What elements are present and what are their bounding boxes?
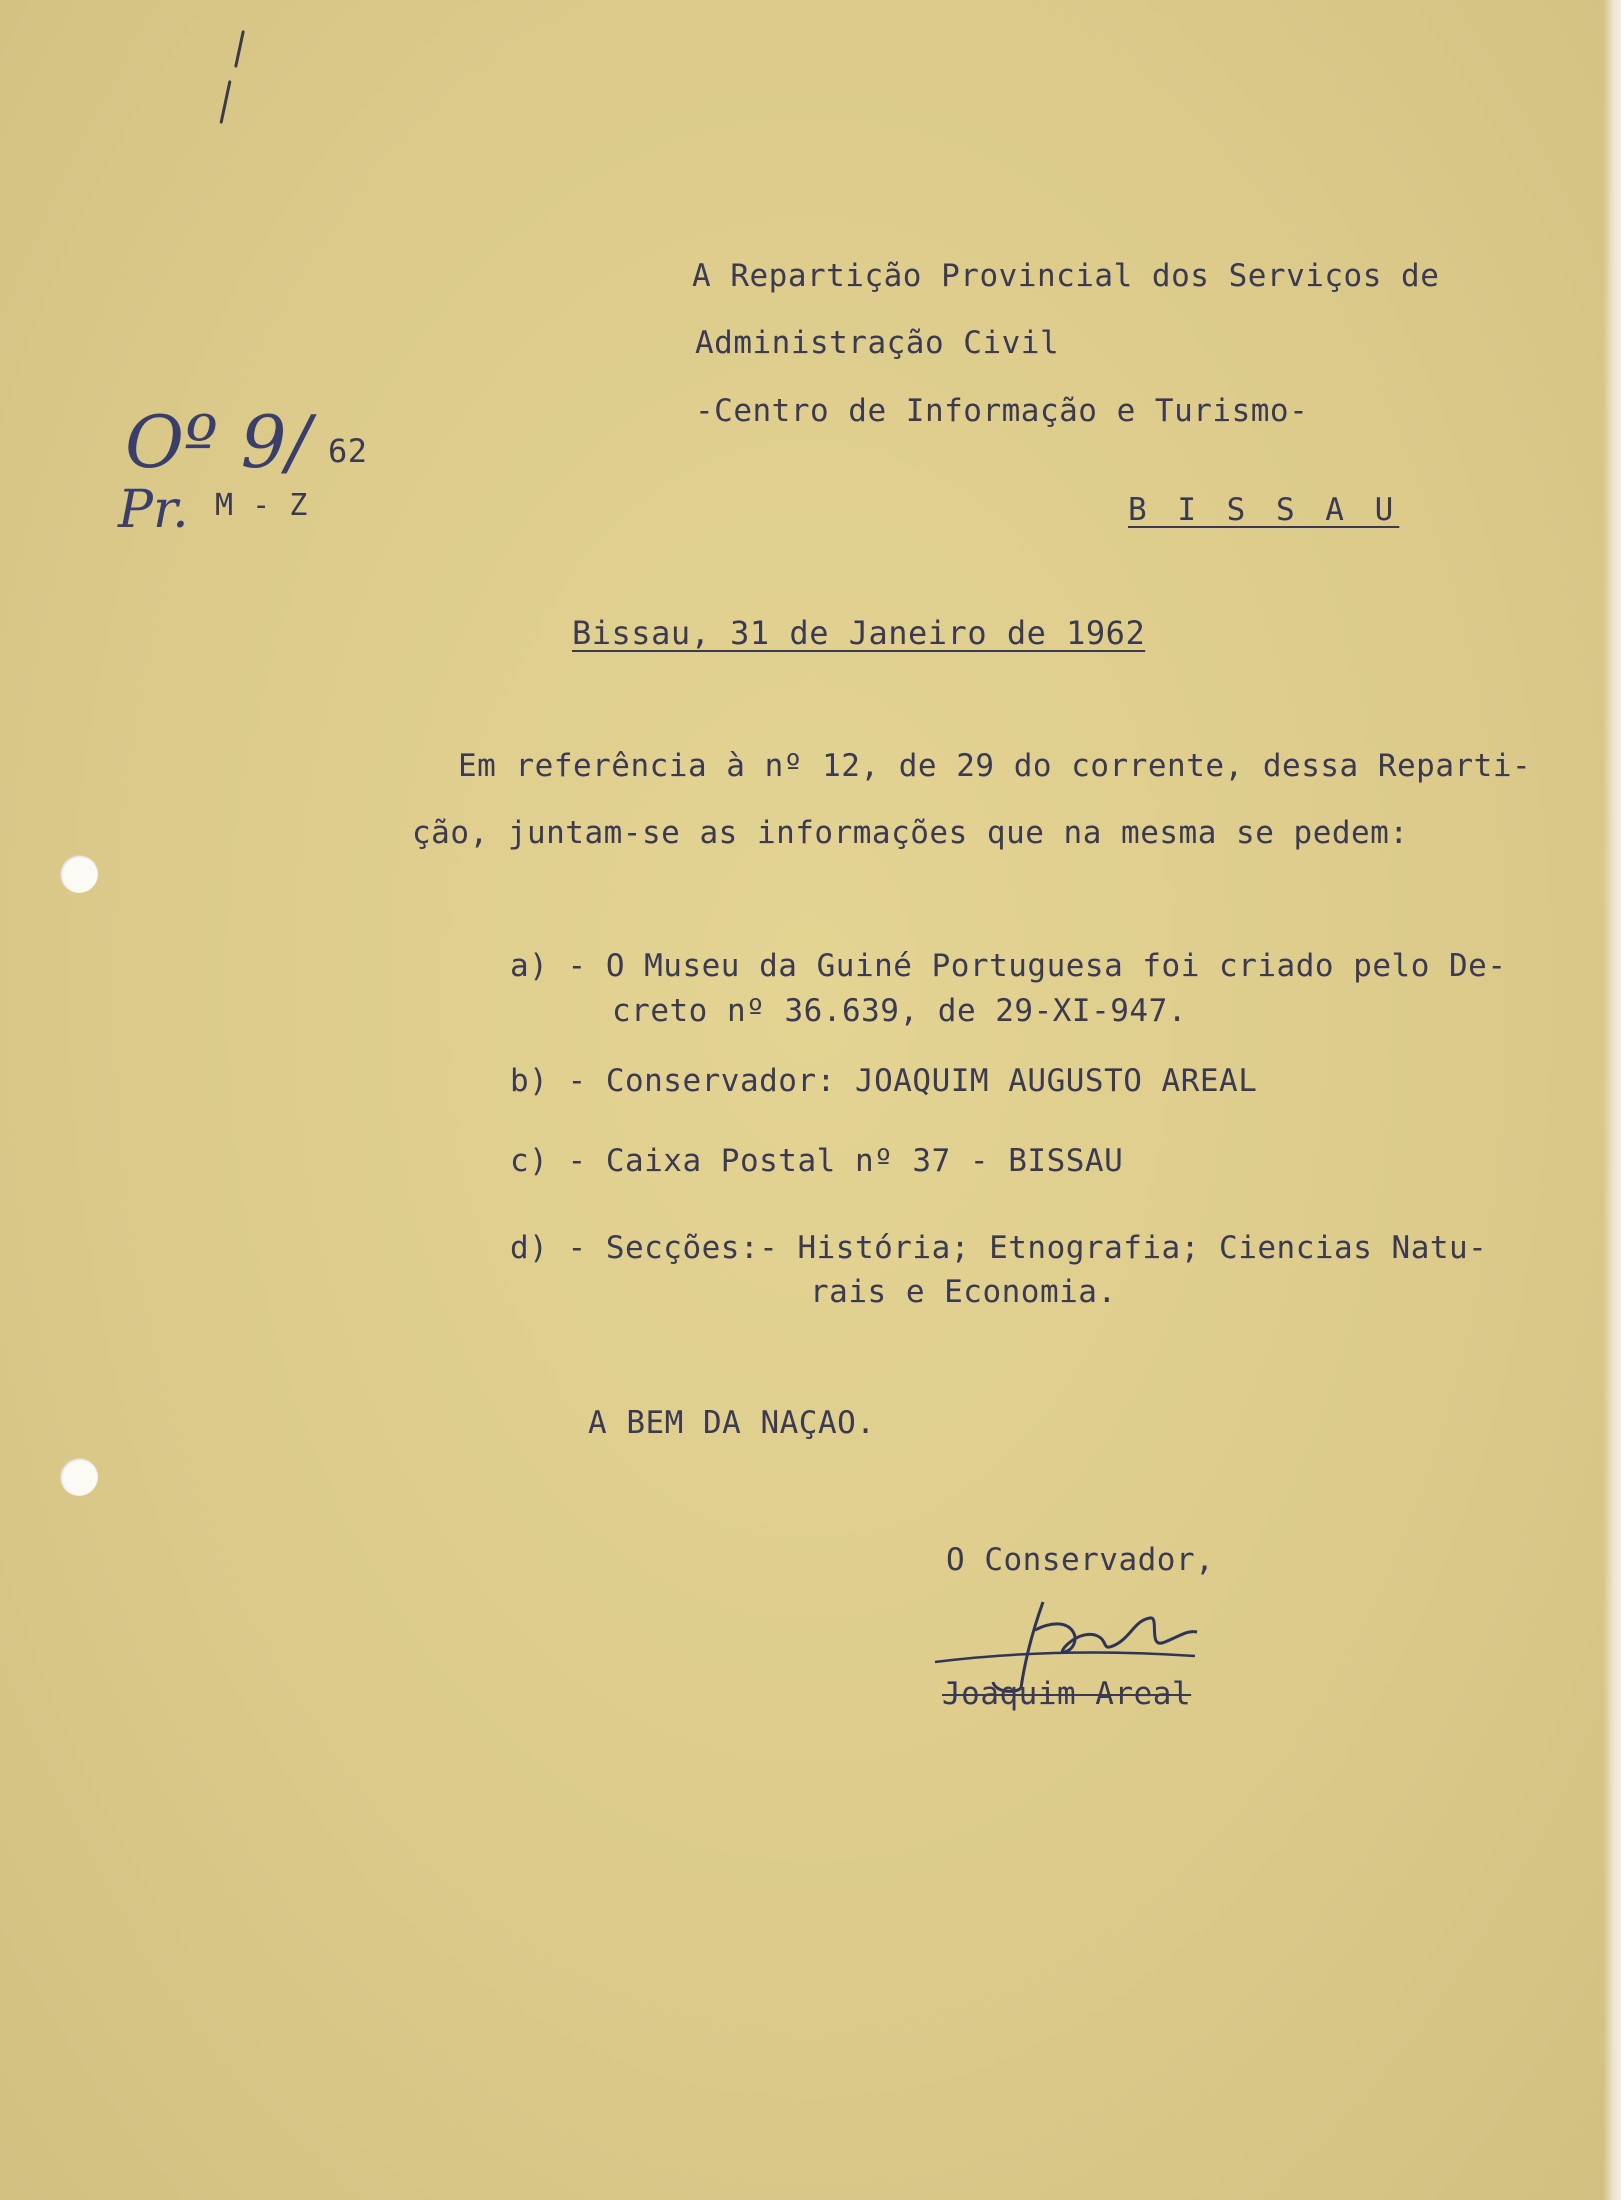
punch-hole-bottom	[60, 1458, 98, 1496]
closing-formula: A BEM DA NAÇAO.	[588, 1405, 876, 1441]
margin-note-code: M - Z	[215, 488, 308, 523]
pencil-mark	[219, 80, 231, 124]
recipient-line-3: -Centro de Informação e Turismo-	[695, 393, 1309, 429]
recipient-line-2: Administração Civil	[695, 325, 1060, 361]
recipient-city: B I S S A U	[1128, 492, 1400, 528]
punch-hole-top	[60, 855, 98, 893]
margin-note-initials: Pr.	[118, 480, 189, 540]
item-d-line-1: d) - Secções:- História; Etnografia; Ciencias Natu-	[510, 1230, 1488, 1266]
signoff: O Conservador,	[946, 1542, 1215, 1578]
letter-date: Bissau, 31 de Janeiro de 1962	[572, 614, 1146, 652]
pencil-mark	[234, 30, 245, 68]
paper-edge	[1603, 0, 1621, 2200]
intro-line-1: Em referência à nº 12, de 29 do corrente, dessa Reparti-	[458, 748, 1532, 784]
item-a-line-1: a) - O Museu da Guiné Portuguesa foi criado pelo De-	[510, 948, 1507, 984]
intro-line-2: ção, juntam-se as informações que na mesma se pedem:	[412, 815, 1409, 851]
item-a-line-2: creto nº 36.639, de 29-XI-947.	[612, 993, 1187, 1029]
margin-note-ref: Oº 9/	[125, 400, 311, 484]
recipient-line-1: A Repartição Provincial dos Serviços de	[692, 258, 1440, 294]
item-c-line-1: c) - Caixa Postal nº 37 - BISSAU	[510, 1143, 1124, 1179]
margin-note-year: 62	[328, 432, 368, 470]
item-d-line-2: rais e Economia.	[810, 1274, 1117, 1310]
item-b-line-1: b) - Conservador: JOAQUIM AUGUSTO AREAL	[510, 1063, 1258, 1099]
signature-name: Joaquim Areal	[942, 1676, 1192, 1712]
